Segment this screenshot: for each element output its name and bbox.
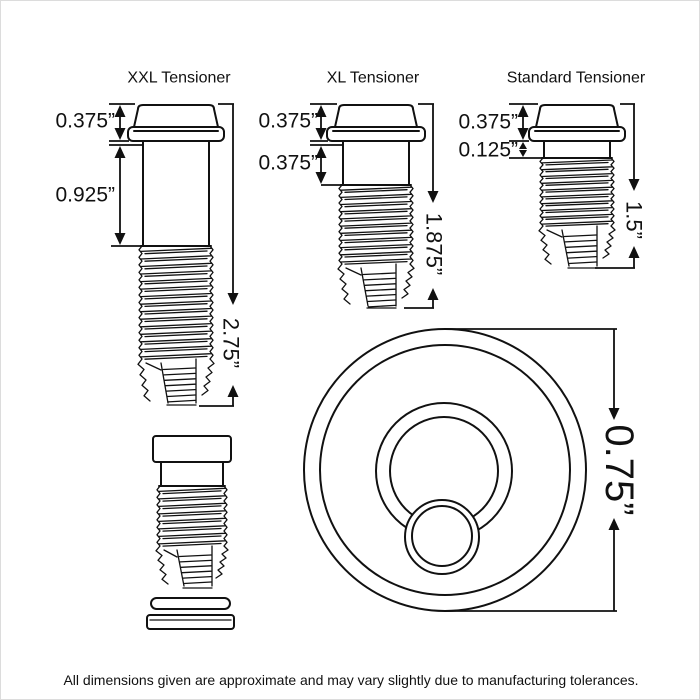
top-view-figure [304,329,641,611]
standard-bolt-threads [539,158,615,268]
standard-shank-dimension-label: 0.125” [458,138,518,162]
standard-tensioner-figure [458,70,646,269]
top-view-diameter-label: 0.75” [597,424,641,516]
washer-thin [151,598,230,609]
xl-head-dimension-label: 0.375” [258,109,318,133]
small-bolt-figure [147,436,234,629]
small-bolt-outline [153,436,231,486]
diagram-canvas [1,1,700,700]
xxl-title: XXL Tensioner [127,69,231,87]
standard-bolt-outline [529,105,625,158]
top-view-small-ring-inner [412,506,472,566]
xxl-overall-dimension-label: 2.75” [218,317,244,369]
xl-shank-dimension-label: 0.375” [258,151,318,175]
washer-thick [147,615,234,629]
xl-overall-dimension-label: 1.875” [421,212,447,276]
small-bolt-threads [156,486,228,588]
xxl-head-dimension-label: 0.375” [55,109,115,133]
xxl-dimension-lines [109,104,234,406]
xl-tensioner-figure [258,70,446,309]
footer-note: All dimensions given are approximate and may vary slightly due to manufacturing tolerances. [63,672,639,688]
standard-head-dimension-label: 0.375” [458,110,518,134]
xxl-bolt-outline [128,105,224,246]
standard-title: Standard Tensioner [506,69,646,87]
xxl-tensioner-figure [55,70,243,407]
standard-overall-dimension-label: 1.5” [621,201,647,239]
xxl-shank-dimension-label: 0.925” [55,183,115,207]
xxl-bolt-threads [138,246,214,405]
xl-bolt-threads [338,185,414,308]
xl-title: XL Tensioner [326,69,420,87]
